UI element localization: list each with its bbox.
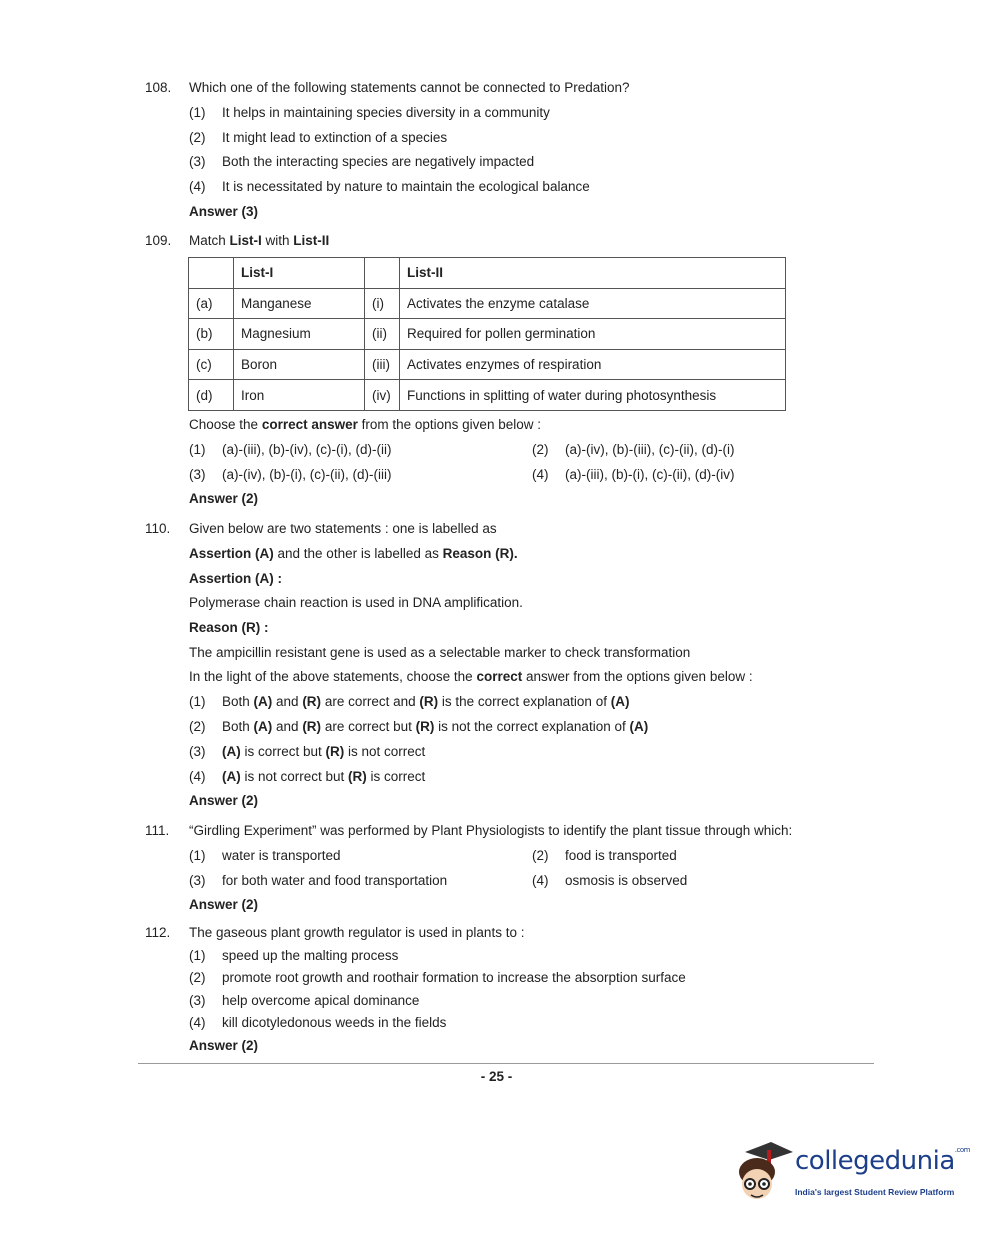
question-stem: The gaseous plant growth regulator is used in plants to : [189,925,525,940]
answer: Answer (2) [189,897,259,912]
question-number: 111. [145,823,170,838]
list-ii-header: List-II [400,258,786,289]
option: (4) (A) is not correct but (R) is correct [189,769,426,784]
option: (3) for both water and food transportation [189,873,448,888]
question-number: 112. [145,925,171,940]
brand-name: collegedunia$^{.com}$ [795,1146,970,1176]
question-stem: “Girdling Experiment” was performed by Plant Physiologists to identify the plant tissue through which: [189,823,793,838]
question-number: 108. [145,80,172,95]
question-stem: Assertion (A) and the other is labelled as Reason (R). [189,546,518,561]
footer-divider [138,1063,874,1064]
option: (4) (a)-(iii), (b)-(i), (c)-(ii), (d)-(iv) [532,467,735,482]
table-row: (d) Iron (iv) Functions in splitting of water during photosynthesis [189,380,786,411]
list-i-header: List-I [234,258,365,289]
table-row: (a) Manganese (i) Activates the enzyme catalase [189,288,786,319]
option: (3) help overcome apical dominance [189,993,420,1008]
page-number: - 25 - [480,1069,513,1084]
option: (1) (a)-(iii), (b)-(iv), (c)-(i), (d)-(ii) [189,442,392,457]
answer: Answer (2) [189,793,259,808]
match-table [188,257,786,411]
question-number: 110. [145,521,171,536]
reason-text: The ampicillin resistant gene is used as a selectable marker to check transformation [189,645,691,660]
option: (1) It helps in maintaining species diversity in a community [189,105,550,120]
question-stem: Which one of the following statements cannot be connected to Predation? [189,80,630,95]
reason-label: Reason (R) : [189,620,269,635]
table-row: (b) Magnesium (ii) Required for pollen germination [189,319,786,350]
question-stem: Match List-I with List-II [189,233,330,248]
option: (4) kill dicotyledonous weeds in the fields [189,1015,447,1030]
assertion-label: Assertion (A) : [189,571,283,586]
question-number: 109. [145,233,172,248]
answer: Answer (2) [189,491,259,506]
answer: Answer (3) [189,204,259,219]
option: (4) It is necessitated by nature to maintain the ecological balance [189,179,590,194]
collegedunia-logo [735,1138,970,1210]
option: (1) water is transported [189,848,341,863]
option: (3) (a)-(iv), (b)-(i), (c)-(ii), (d)-(iii) [189,467,392,482]
option: (1) Both (A) and (R) are correct and (R) is the correct explanation of (A) [189,694,630,709]
instruction: Choose the correct answer from the options given below : [189,417,541,432]
option: (3) Both the interacting species are negatively impacted [189,154,535,169]
option: (3) (A) is correct but (R) is not correct [189,744,426,759]
assertion-text: Polymerase chain reaction is used in DNA amplification. [189,595,523,610]
table-row: (c) Boron (iii) Activates enzymes of respiration [189,349,786,380]
option: (1) speed up the malting process [189,948,399,963]
brand-tagline: India's largest Student Review Platform [795,1187,955,1197]
option: (2) food is transported [532,848,677,863]
table-header-row [189,258,786,289]
option: (2) It might lead to extinction of a species [189,130,448,145]
option: (2) Both (A) and (R) are correct but (R) is not the correct explanation of (A) [189,719,649,734]
option: (2) promote root growth and roothair formation to increase the absorption surface [189,970,686,985]
mascot-icon [735,1138,795,1210]
option: (2) (a)-(iv), (b)-(iii), (c)-(ii), (d)-(i) [532,442,735,457]
question-stem: Given below are two statements : one is labelled as [189,521,497,536]
option: (4) osmosis is observed [532,873,688,888]
instruction: In the light of the above statements, choose the correct answer from the options given below : [189,669,753,684]
answer: Answer (2) [189,1038,259,1053]
